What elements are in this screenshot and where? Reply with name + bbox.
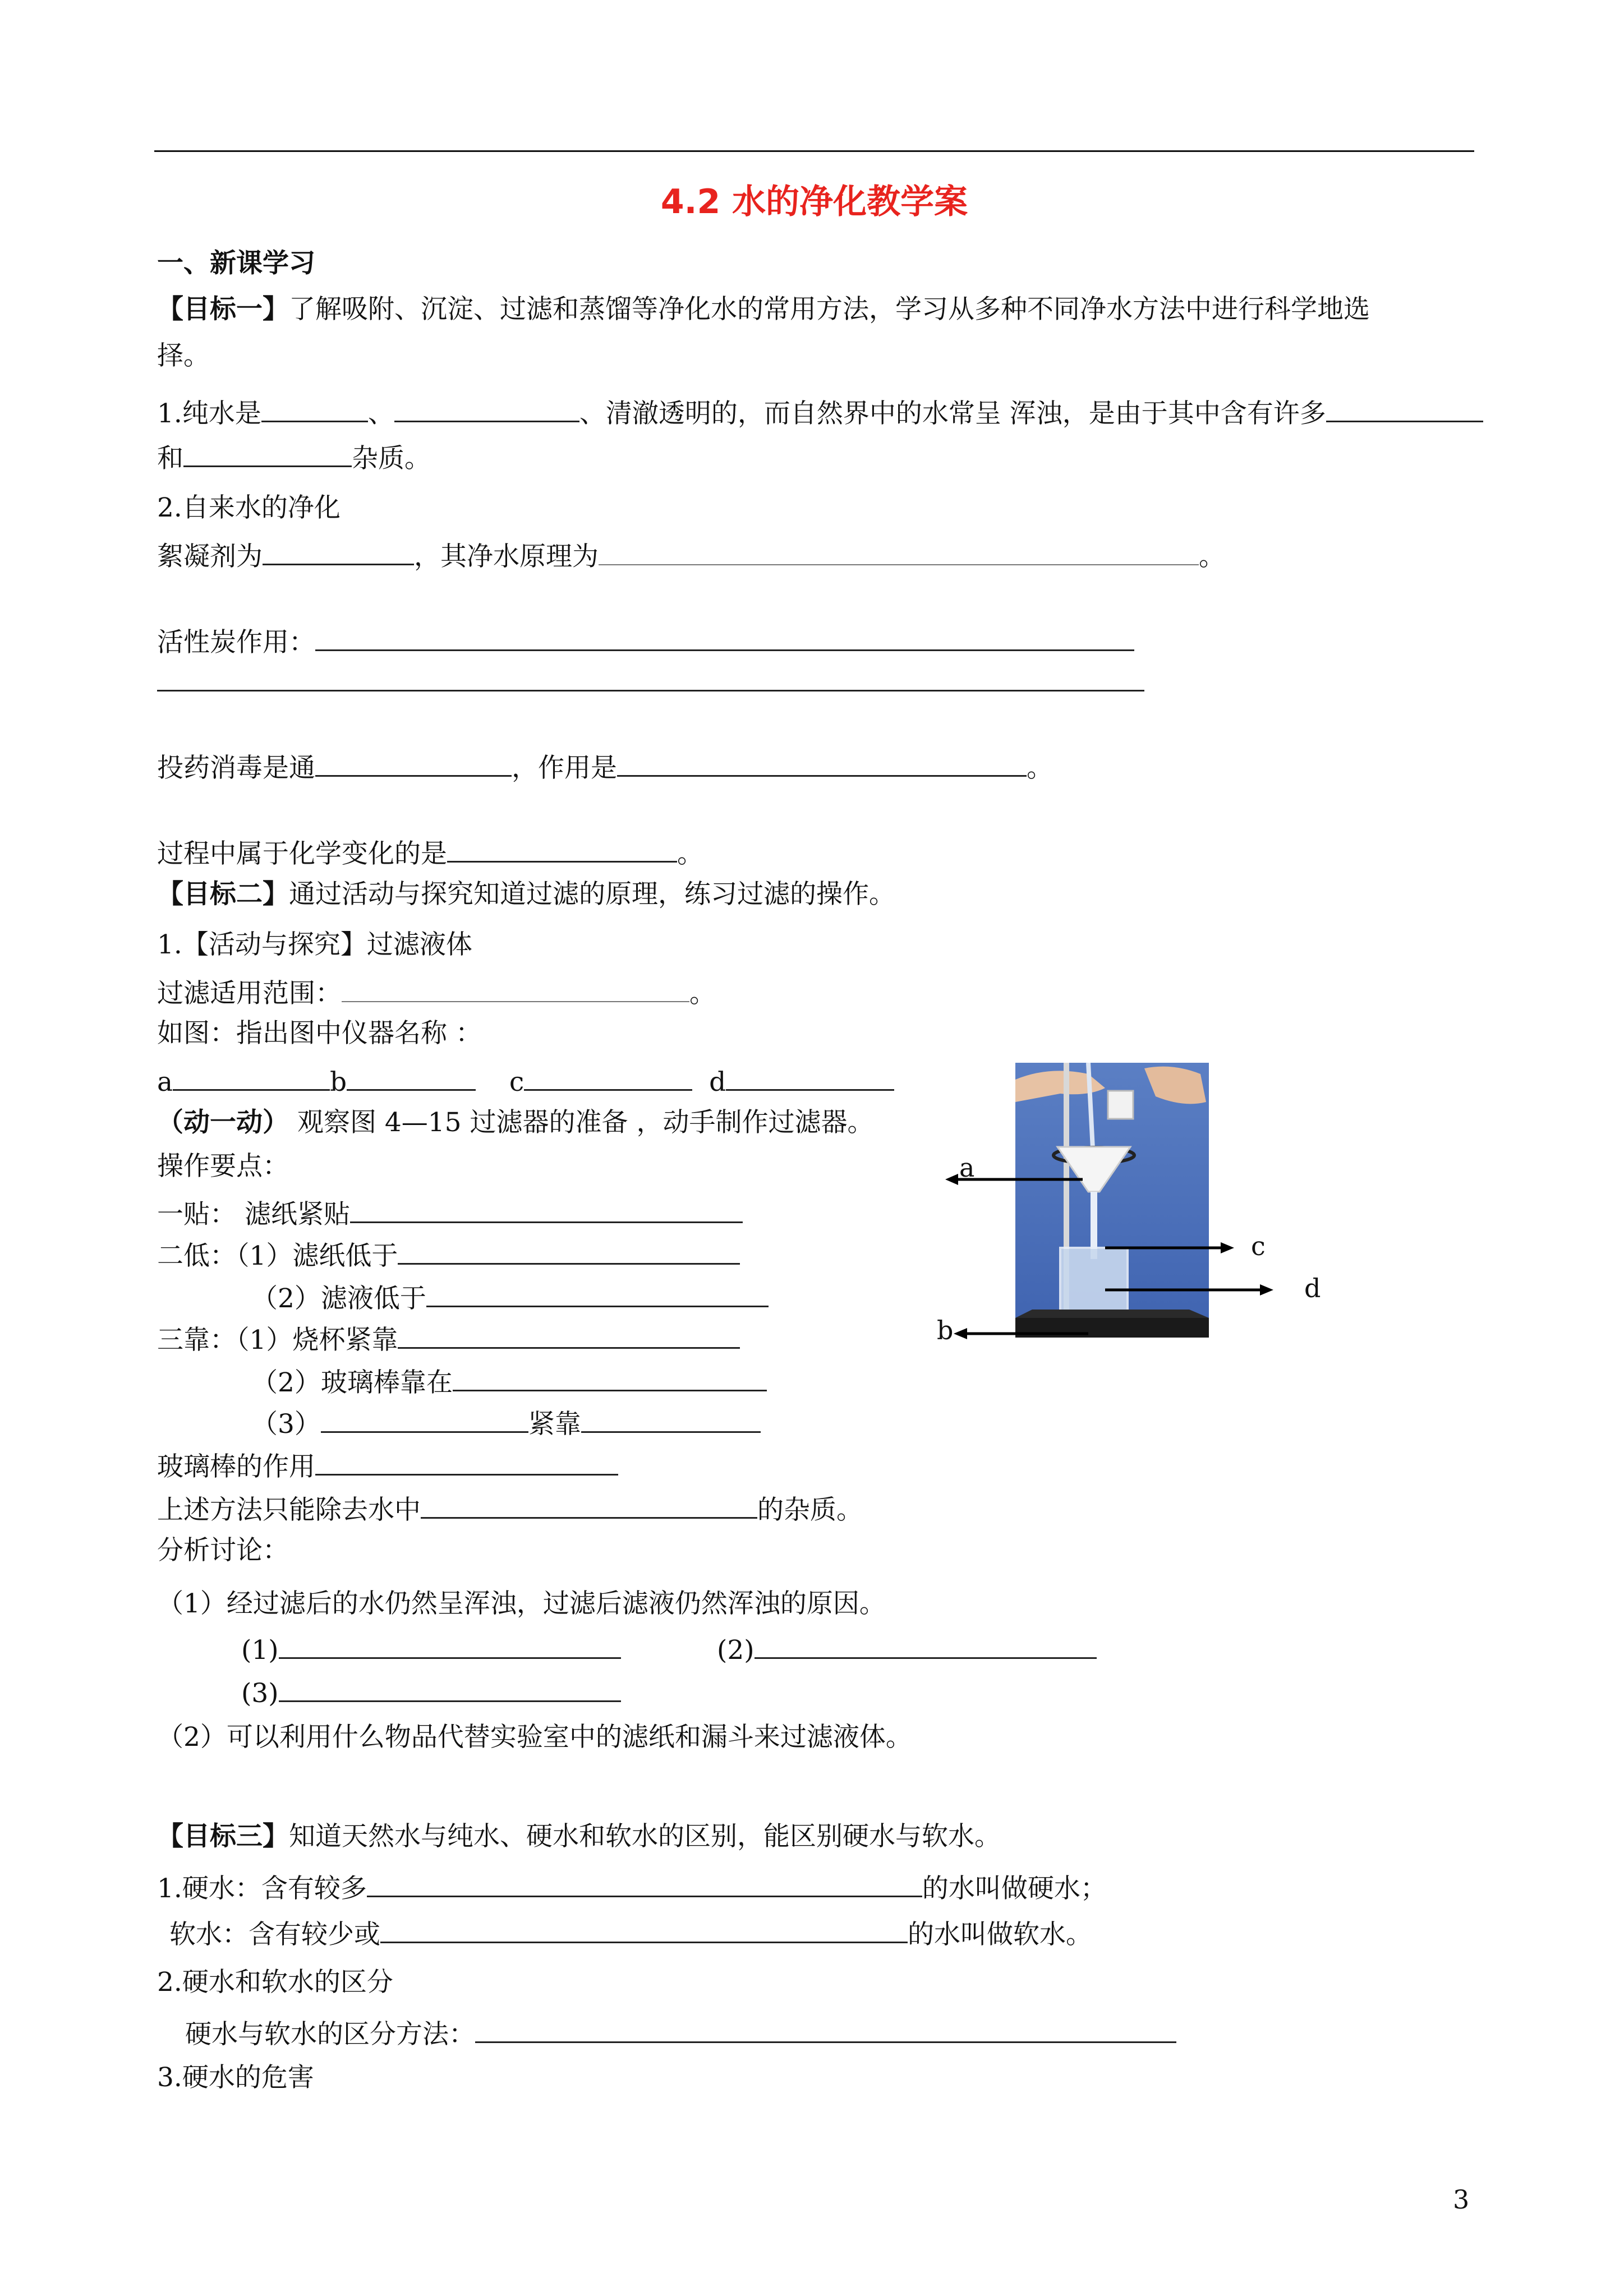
reason-3-line: [241, 1672, 621, 1711]
method-line: [185, 2013, 1176, 2051]
blank[interactable]: [367, 1868, 922, 1897]
disinfect-label: 投药消毒是通: [157, 753, 315, 783]
q2-disinfect-line: [157, 747, 1053, 785]
instrument-line: [157, 1061, 894, 1099]
blank[interactable]: [453, 1362, 767, 1391]
carbon-label: 活性炭作用：: [157, 627, 315, 658]
hard-end: 的水叫做硬水；: [922, 1873, 1107, 1904]
goal2-text: 通过活动与探究知道过滤的原理，练习过滤的操作。: [289, 879, 895, 910]
blank[interactable]: [321, 1403, 528, 1433]
harm-heading: 3.硬水的危害: [157, 2062, 314, 2093]
analysis-q1: （1）经过滤后的水仍然呈浑浊，过滤后滤液仍然浑浊的原因。: [157, 1588, 886, 1619]
soft-label: 软水：含有较少或: [169, 1919, 380, 1950]
punct: 。: [677, 838, 703, 869]
section-heading: 一、新课学习: [157, 248, 315, 279]
only-remove-label: 上述方法只能除去水中: [157, 1495, 421, 1525]
figure-prompt: 如图：指出图中仪器名称 ：: [157, 1018, 482, 1049]
blank[interactable]: [398, 1319, 740, 1349]
filtration-photo: [920, 1063, 1335, 1377]
q1-line: [157, 393, 1483, 431]
label-d: d: [1304, 1273, 1321, 1303]
blank[interactable]: [315, 747, 512, 777]
activity-line: 1.【活动与探究】过滤液体: [157, 929, 472, 960]
blank[interactable]: [157, 662, 1144, 691]
blank[interactable]: [315, 1446, 618, 1476]
blank[interactable]: [279, 1629, 621, 1659]
punct: 。: [1199, 541, 1225, 572]
q2-flocculant-line: [157, 536, 1225, 574]
q2-carbon-line: [157, 621, 1134, 660]
goal1-tag: 【目标一】: [157, 294, 289, 325]
hands-on-line: [157, 1106, 873, 1140]
three-lean-1-line: [157, 1319, 740, 1357]
blank[interactable]: [261, 393, 368, 422]
q1-a: 1.纯水是: [157, 398, 261, 429]
instr-d: d: [709, 1067, 726, 1098]
soft-end: 的水叫做软水。: [908, 1919, 1092, 1950]
two-low-1-line: [157, 1235, 740, 1273]
soft-water-line: [169, 1914, 1092, 1952]
rod-line: [157, 1446, 618, 1484]
method-label: 硬水与软水的区分方法：: [185, 2019, 475, 2050]
principle-label: ，其净水原理为: [414, 541, 599, 572]
reason-2-line: [717, 1629, 1097, 1667]
blank[interactable]: [279, 1672, 621, 1702]
blank[interactable]: [183, 437, 352, 467]
filtration-figure: [920, 1063, 1335, 1377]
page-title: 4.2 水的净化教学案: [660, 182, 968, 222]
blank[interactable]: [263, 536, 414, 565]
blank[interactable]: [1326, 393, 1483, 422]
hands-on-text: 观察图 4—15 过滤器的准备 ，动手制作过滤器。: [289, 1107, 874, 1138]
q1-d: 和: [157, 443, 183, 474]
punct: 。: [689, 978, 716, 1009]
blank[interactable]: [421, 1489, 757, 1519]
goal3-text: 知道天然水与纯水、硬水和软水的区别，能区别硬水与软水。: [289, 1821, 1001, 1852]
only-remove-end: 的杂质。: [757, 1495, 863, 1525]
reason-3-label: (3): [241, 1678, 279, 1709]
three-lean-1-label: 三靠：（1）烧杯紧靠: [157, 1325, 398, 1356]
key-points: 操作要点：: [157, 1151, 289, 1182]
distinguish-heading: 2.硬水和软水的区分: [157, 1967, 393, 1998]
goal1-line: [157, 293, 1370, 326]
three-lean-2-line: [251, 1362, 767, 1400]
three-lean-3-label: （3）: [251, 1409, 321, 1440]
blank[interactable]: [581, 1403, 761, 1433]
two-low-2-label: （2）滤液低于: [251, 1283, 426, 1314]
q1-e: 杂质。: [352, 443, 431, 474]
blank[interactable]: [342, 973, 689, 1002]
blank[interactable]: [173, 1061, 330, 1091]
three-lean-2-label: （2）玻璃棒靠在: [251, 1367, 453, 1398]
flocculant-label: 絮凝剂为: [157, 541, 263, 572]
q1-b: 、: [367, 398, 394, 429]
q1-line2: [157, 437, 431, 476]
blank[interactable]: [524, 1061, 692, 1091]
blank[interactable]: [380, 1914, 908, 1943]
scope-label: 过滤适用范围：: [157, 978, 342, 1009]
effect-label: ，作用是: [512, 753, 617, 783]
label-b: b: [937, 1315, 954, 1345]
blank[interactable]: [755, 1629, 1097, 1659]
blank[interactable]: [447, 833, 677, 863]
reason-1-label: (1): [241, 1635, 279, 1666]
goal1-text: 了解吸附、沉淀、过滤和蒸馏等净化水的常用方法，学习从多种不同净水方法中进行科学地选: [289, 294, 1370, 325]
page-number: 3: [1453, 2184, 1470, 2215]
blank[interactable]: [315, 621, 1134, 651]
blank[interactable]: [726, 1061, 894, 1091]
reason-2-label: (2): [717, 1635, 755, 1666]
q1-c: 、清澈透明的，而自然界中的水常呈 浑浊，是由于其中含有许多: [579, 398, 1326, 429]
analysis-heading: 分析讨论：: [157, 1535, 289, 1566]
blank[interactable]: [599, 536, 1199, 565]
hands-on-tag: （动一动）: [157, 1107, 289, 1138]
label-c: c: [1251, 1231, 1266, 1261]
q2-heading: 2.自来水的净化: [157, 492, 341, 523]
blank[interactable]: [426, 1278, 769, 1307]
three-lean-3-mid: 紧靠: [528, 1409, 581, 1440]
goal3-tag: 【目标三】: [157, 1821, 289, 1852]
instr-b: b: [330, 1067, 347, 1098]
goal1-text-cont: 择。: [157, 340, 210, 371]
punct: 。: [1027, 753, 1053, 783]
header-rule: [154, 150, 1474, 152]
two-low-1-label: 二低：（1）滤纸低于: [157, 1241, 398, 1271]
blank[interactable]: [350, 1193, 743, 1223]
rod-label: 玻璃棒的作用: [157, 1451, 315, 1482]
hard-water-line: [157, 1868, 1107, 1906]
scope-line: [157, 973, 716, 1011]
blank[interactable]: [475, 2013, 1176, 2043]
chemical-label: 过程中属于化学变化的是: [157, 838, 447, 869]
reason-1-line: [241, 1629, 621, 1667]
goal3-line: [157, 1820, 1001, 1854]
instr-c: c: [509, 1067, 525, 1098]
blank[interactable]: [394, 393, 579, 422]
q2-chemical-line: [157, 833, 703, 871]
hard-label: 1.硬水：含有较多: [157, 1873, 367, 1904]
blank[interactable]: [617, 747, 1027, 777]
one-stick-line: [157, 1193, 743, 1232]
goal2-tag: 【目标二】: [157, 879, 289, 910]
one-stick-label: 一贴： 滤纸紧贴: [157, 1199, 350, 1230]
goal2-line: [157, 878, 895, 911]
instr-a: a: [157, 1067, 173, 1098]
q2-carbon-line2: [157, 662, 1144, 700]
two-low-2-line: [251, 1278, 769, 1316]
label-a: a: [959, 1152, 975, 1183]
blank[interactable]: [398, 1235, 740, 1265]
only-remove-line: [157, 1489, 863, 1527]
blank[interactable]: [347, 1061, 476, 1091]
analysis-q2: （2）可以利用什么物品代替实验室中的滤纸和漏斗来过滤液体。: [157, 1722, 912, 1753]
three-lean-3-line: [251, 1403, 761, 1441]
